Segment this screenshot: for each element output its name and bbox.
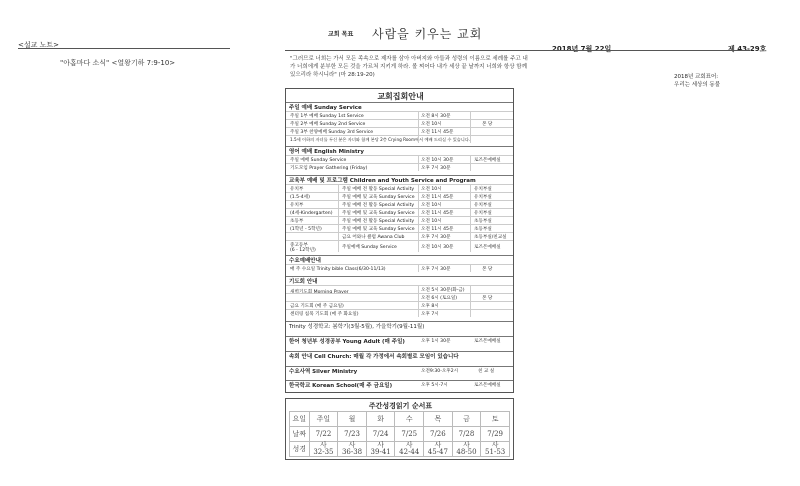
section-silver xyxy=(286,366,513,376)
service-time: 오후 7시 30분 xyxy=(421,235,451,240)
service-place: 본 당 xyxy=(482,267,493,272)
service-time: 오후 1시 30분 xyxy=(421,339,451,344)
table-cell: 월 xyxy=(338,412,367,427)
table-row xyxy=(286,208,513,216)
chapters: 48-50 xyxy=(456,448,477,456)
table-cell: 7/26 xyxy=(424,427,453,442)
reading-table xyxy=(289,411,510,457)
table-cell: 요일 xyxy=(290,412,310,427)
table-row xyxy=(290,442,510,457)
book-name: 사 xyxy=(491,441,499,449)
service-name: 주일 1부 예배 Sunday 1st Service xyxy=(290,114,364,119)
service-time: 오후 7시 xyxy=(421,312,439,317)
service-place: 초등부실/친교실 xyxy=(474,235,507,240)
group-age: (4세-Kindergarten) xyxy=(290,211,333,216)
reading-title: 주간성경읽기 순서표 xyxy=(368,402,433,410)
chapters: 51-53 xyxy=(485,448,506,456)
book-name: 사 xyxy=(463,441,470,449)
service-time: 오전 10시 xyxy=(421,219,442,224)
group-name: 유치부 xyxy=(290,203,304,208)
table-cell: 성경 xyxy=(290,442,310,457)
book-name: 사 xyxy=(320,441,327,449)
service-time: 오전 11시 45분 xyxy=(421,211,454,216)
table-row xyxy=(286,285,513,293)
service-schedule xyxy=(285,88,514,393)
service-name: 금요 어와나 클럽 Awana Club xyxy=(342,235,405,240)
chapters: 32-35 xyxy=(313,448,334,456)
service-name: 금요 기도회 (매 주 금요일) xyxy=(290,304,344,309)
table-cell xyxy=(366,442,395,457)
table-cell: 7/22 xyxy=(309,427,338,442)
section-title: 한국학교 Korean School(매 주 금요일) xyxy=(289,383,393,389)
section-prayer: 기도회 안내 xyxy=(286,276,513,285)
table-cell xyxy=(452,442,481,457)
service-place: 로즈몬예배실 xyxy=(474,339,501,344)
service-name: 새벽기도회 Morning Prayer xyxy=(290,290,349,295)
service-place: 초등부실 xyxy=(474,219,492,224)
service-name: 주일 예배 전 활동 Special Activity xyxy=(342,187,415,192)
table-row xyxy=(286,224,513,232)
table-row xyxy=(286,111,513,119)
issue-number: 제 43-29호 xyxy=(728,45,767,53)
divider xyxy=(418,155,419,171)
section-title: 수요사역 Silver Ministry xyxy=(289,369,358,375)
table-cell: 목 xyxy=(424,412,453,427)
service-time: 오전 10시 xyxy=(421,122,442,127)
service-place: 본 당 xyxy=(482,296,493,301)
divider xyxy=(470,184,471,252)
divider xyxy=(418,184,419,252)
section-korean-school xyxy=(286,380,513,391)
service-name: 주일 2부 예배 Sunday 2nd Service xyxy=(290,122,366,127)
service-name: 주일 예배 및 교육 Sunday Service xyxy=(342,227,415,232)
divider xyxy=(470,111,471,143)
service-place: 친 교 실 xyxy=(478,369,495,374)
table-cell: 7/24 xyxy=(366,427,395,442)
divider xyxy=(418,264,419,272)
service-time: 오전 10시 30분 xyxy=(421,245,454,250)
service-time: 오후 7시 30분 xyxy=(421,267,451,272)
service-name: 주일예배 Sunday Service xyxy=(342,245,397,250)
service-place: 로즈몬예배실 xyxy=(474,245,501,250)
table-cell: 7/25 xyxy=(395,427,424,442)
church-goal-label: 교회 목표 xyxy=(328,31,354,38)
service-time: 오전 10시 30분 xyxy=(421,158,454,163)
service-place: 유치부실 xyxy=(474,211,492,216)
service-time: 오전 11시 45분 xyxy=(421,227,454,232)
sermon-note-title: <설교 노트> xyxy=(18,41,60,49)
table-cell: 7/23 xyxy=(338,427,367,442)
service-name: 센터링 침묵 기도회 (매 주 화요일) xyxy=(290,312,359,317)
service-name: 주일 3부 찬양예배 Sunday 3rd Service xyxy=(290,130,374,135)
service-name: 주일 예배 및 교육 Sunday Service xyxy=(342,195,415,200)
table-cell xyxy=(424,442,453,457)
table-row xyxy=(286,309,513,317)
section-sunday: 주일 예배 Sunday Service xyxy=(286,102,513,111)
table-row xyxy=(286,135,513,143)
table-row xyxy=(290,412,510,427)
table-row xyxy=(286,192,513,200)
table-cell: 날짜 xyxy=(290,427,310,442)
table-cell: 토 xyxy=(481,412,510,427)
church-goal: 사람을 키우는 교회 xyxy=(372,27,483,41)
service-name: 기도모임 Prayer Gathering (Friday) xyxy=(290,166,368,171)
divider xyxy=(418,111,419,143)
table-cell: 7/28 xyxy=(452,427,481,442)
table-row xyxy=(286,155,513,163)
bulletin-date: 2018년 7월 22일 xyxy=(552,45,612,53)
table-cell: 수 xyxy=(395,412,424,427)
table-cell xyxy=(481,442,510,457)
group-age: (1.5-4세) xyxy=(290,195,310,200)
service-time: 오전 5시 30분(화-금) xyxy=(421,288,465,293)
divider xyxy=(418,285,419,317)
table-row xyxy=(286,127,513,135)
service-place: 로즈몬예배실 xyxy=(474,158,501,163)
service-name: 주일 예배 및 교육 Sunday Service xyxy=(342,211,415,216)
book-name: 사 xyxy=(405,441,413,449)
sunday-note: 1.5세 이하의 자녀를 두신 분은 자녀와 함께 본당 2층 Crying Room에서 예배 드리실 수 있습니다. xyxy=(290,137,471,142)
service-name: 주일 예배 전 활동 Special Activity xyxy=(342,219,415,224)
sermon-title: "아홉마다 소식" <열왕기하 7:9-10> xyxy=(60,59,176,67)
table-row xyxy=(286,200,513,208)
table-row xyxy=(286,264,513,272)
book-name: 사 xyxy=(377,441,385,449)
chapters: 36-38 xyxy=(341,448,363,456)
table-row xyxy=(286,184,513,192)
table-row xyxy=(290,427,510,442)
book-name: 사 xyxy=(348,441,356,449)
section-cell-church: 속회 안내 Cell Church: 매월 각 가정에서 속회별로 모임이 있습니다 xyxy=(286,351,513,361)
schedule-title: 교회집회안내 xyxy=(377,92,424,101)
table-cell: 7/29 xyxy=(481,427,510,442)
service-place: 유치부실 xyxy=(474,203,492,208)
table-row xyxy=(286,301,513,309)
section-wednesday: 수요예배안내 xyxy=(286,255,513,264)
table-row xyxy=(286,293,513,301)
section-english: 영어 예배 English Ministry xyxy=(286,146,513,155)
service-name: 주일 예배 Sunday Service xyxy=(290,158,347,163)
service-time: 오전9:30-오후2시 xyxy=(421,369,459,374)
service-place: 초등부실 xyxy=(474,227,492,232)
table-cell: 주일 xyxy=(309,412,338,427)
divider xyxy=(338,184,339,252)
table-cell: 화 xyxy=(366,412,395,427)
divider xyxy=(470,264,471,272)
table-row xyxy=(286,240,513,252)
section-title: 한어 청년부 성경공부 Young Adult (매 주일) xyxy=(289,339,405,345)
service-time: 오전 11시 45분 xyxy=(421,195,454,200)
table-cell xyxy=(309,442,338,457)
divider xyxy=(470,155,471,171)
service-time: 오전 11시 45분 xyxy=(421,130,454,135)
chapters: 39-41 xyxy=(370,448,391,456)
table-row xyxy=(286,232,513,240)
service-time: 오후 5시-7시 xyxy=(421,383,448,388)
table-cell: 금 xyxy=(452,412,481,427)
service-place: 본 당 xyxy=(482,122,493,127)
section-youth: 교육부 예배 및 프로그램 Children and Youth Service and Program xyxy=(286,175,513,184)
section-young-adult xyxy=(286,336,513,346)
table-cell xyxy=(395,442,424,457)
section-bible-school: Trinity 성경학교: 봄학기(3월-5월), 가을학기(9월-11월) xyxy=(286,321,513,331)
service-time: 오전 6시 (토요일) xyxy=(421,296,458,301)
chapters: 42-44 xyxy=(399,448,420,456)
divider xyxy=(18,48,230,49)
group-name: 유치부 xyxy=(290,187,304,192)
chapters: 45-47 xyxy=(427,448,448,456)
group-name: 초등부 xyxy=(290,219,304,224)
service-time: 오전 10시 xyxy=(421,187,442,192)
service-place: 로즈몬예배실 xyxy=(474,383,501,388)
divider xyxy=(285,50,750,51)
group-age: (6 - 12학년) xyxy=(290,248,316,253)
book-name: 사 xyxy=(434,441,442,449)
group-name: 중고등부 xyxy=(290,243,308,248)
service-time: 오전 8시 30분 xyxy=(421,114,451,119)
service-time: 오전 10시 xyxy=(421,203,442,208)
service-time: 오후 7시 30분 xyxy=(421,166,451,171)
table-row xyxy=(286,216,513,224)
scripture-verse: "그러므로 너희는 가서 모든 족속으로 제자를 삼아 아버지와 아들과 성령의 이름으로 세례를 주고 내가 너희에게 분부한 모든 것을 가르쳐 지키게 하라. 볼 찌어다 내가 세상 끝 날까지 너희와 항상 함께 있으리라 하시니라" (마 28:19-20) xyxy=(290,56,528,78)
theme-label: 2018년 교회표어: xyxy=(674,74,719,80)
divider xyxy=(470,285,471,317)
church-theme: 우리는 세상의 동불 xyxy=(674,82,721,88)
service-place: 유치부실 xyxy=(474,187,492,192)
table-row xyxy=(286,119,513,127)
table-row xyxy=(286,163,513,171)
service-name: 주일 예배 전 활동 Special Activity xyxy=(342,203,415,208)
bible-reading-schedule xyxy=(285,398,514,460)
table-cell xyxy=(338,442,367,457)
service-name: 매 주 수요일 Trinity bible Class(6/30-11/13) xyxy=(290,267,386,272)
service-place: 유치부실 xyxy=(474,195,492,200)
service-time: 오후 8시 xyxy=(421,304,439,309)
group-age: (1학년 - 5학년) xyxy=(290,227,322,232)
